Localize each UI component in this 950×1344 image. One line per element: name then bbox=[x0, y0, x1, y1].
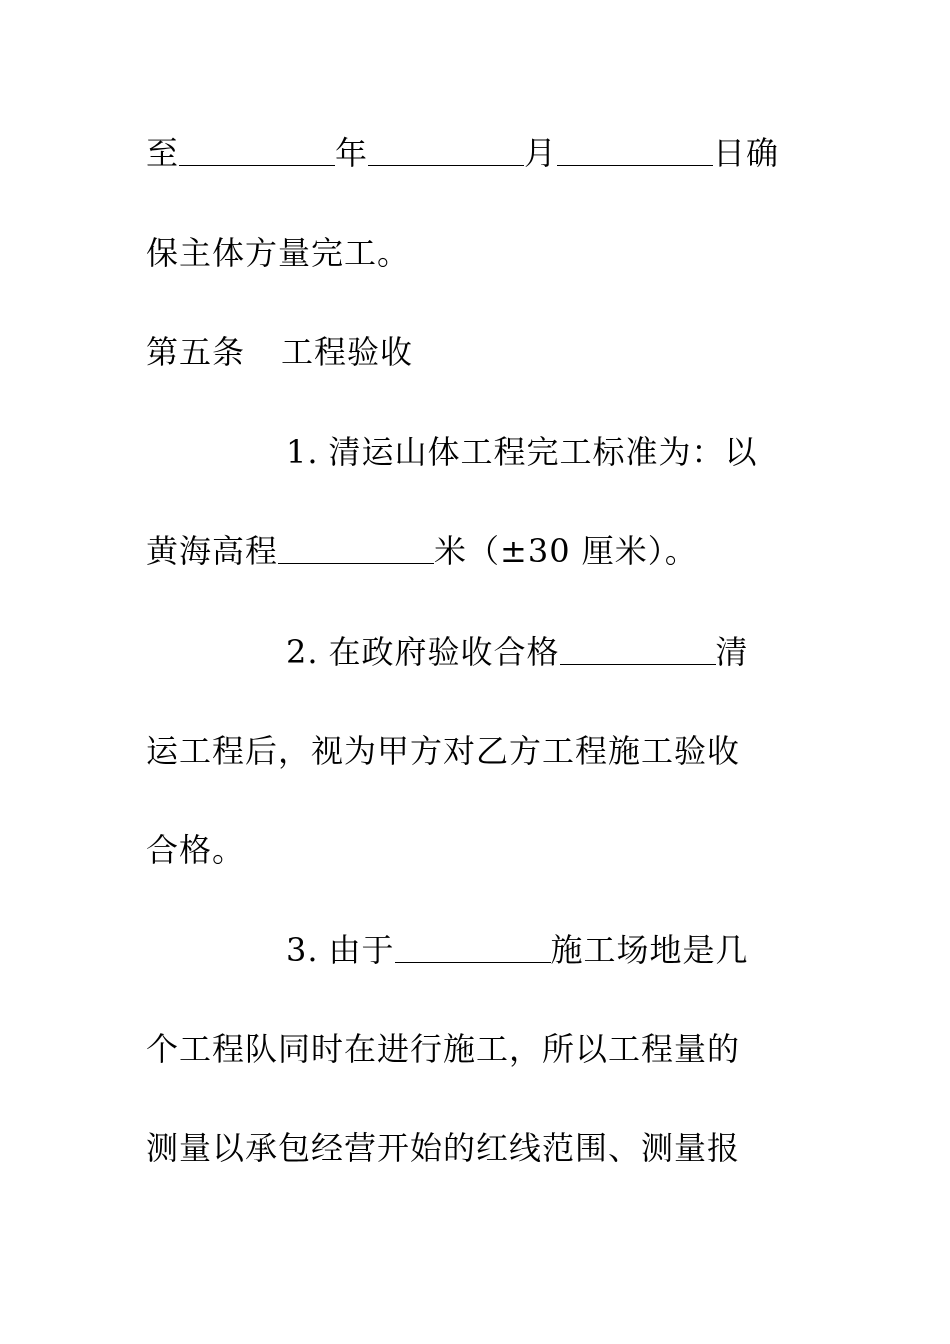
item-number: 2. bbox=[286, 633, 319, 671]
paragraph-line: 保主体方量完工。 bbox=[146, 234, 411, 272]
item-2-line-3: 合格。 bbox=[146, 831, 246, 869]
item-2-line-2: 运工程后，视为甲方对乙方工程施工验收 bbox=[146, 732, 741, 770]
item-3-line-3: 测量以承包经营开始的红线范围、测量报 bbox=[146, 1129, 741, 1167]
blank-line bbox=[278, 533, 434, 564]
item-3-line-1: 3. 由于 施工场地是几 bbox=[286, 931, 749, 969]
item-2-line-1: 2. 在政府验收合格 清 bbox=[286, 633, 749, 671]
date-line: 至 年 月 日确 bbox=[146, 134, 780, 172]
item-1-line-2: 黄海高程 米（±30 厘米）。 bbox=[146, 532, 698, 570]
blank-line bbox=[179, 135, 335, 166]
blank-line bbox=[560, 634, 716, 665]
item-number: 3. bbox=[286, 931, 319, 969]
blank-line bbox=[368, 135, 524, 166]
article-label: 第五条 bbox=[146, 333, 246, 371]
item-number: 1. bbox=[286, 433, 319, 471]
article-heading bbox=[146, 330, 806, 374]
article-title: 工程验收 bbox=[281, 333, 414, 371]
blank-line bbox=[395, 932, 551, 963]
blank-line bbox=[557, 135, 713, 166]
item-3-line-2: 个工程队同时在进行施工，所以工程量的 bbox=[146, 1030, 741, 1068]
item-1-line-1: 1. 清运山体工程完工标准为：以 bbox=[286, 433, 758, 471]
